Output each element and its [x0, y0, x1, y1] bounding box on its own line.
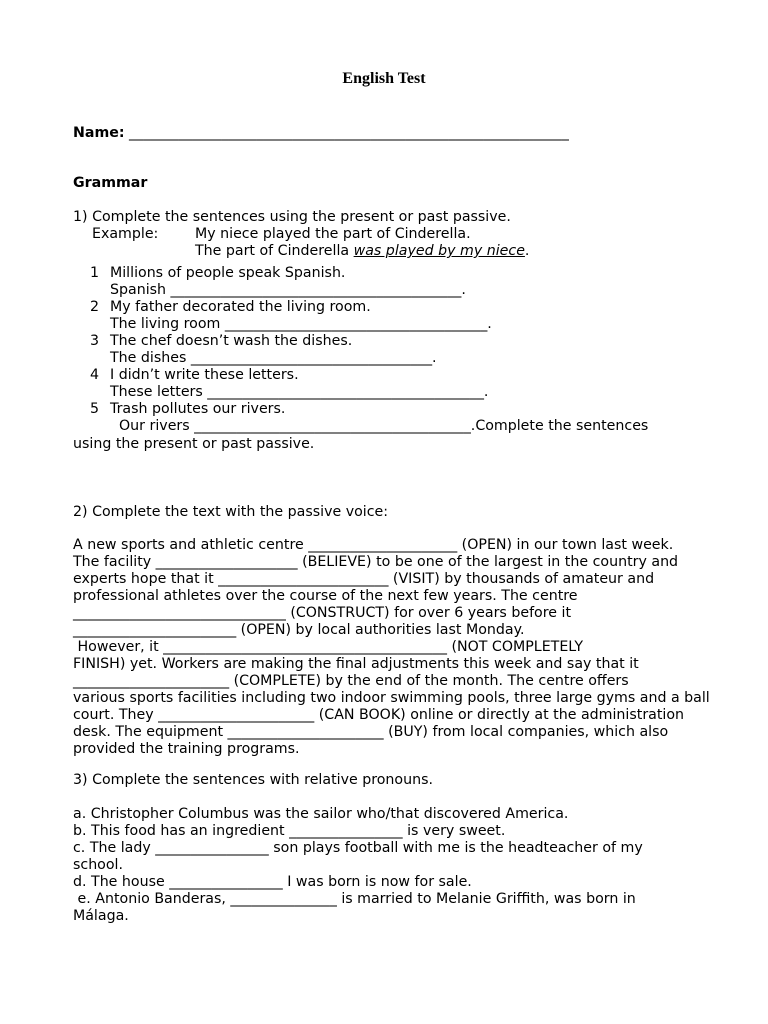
paragraph-line: desk. The equipment ______________________ (BUY) from local companies, which also	[73, 724, 669, 740]
paragraph-line: court. They ______________________ (CAN BOOK) online or directly at the administration	[73, 707, 685, 723]
item-number: 2	[90, 299, 100, 315]
q3-instruction: 3) Complete the sentences with relative pronouns.	[73, 772, 433, 788]
item-sentence: My father decorated the living room.	[110, 299, 371, 315]
paragraph-line: provided the training programs.	[73, 741, 300, 757]
paragraph-line: However, it ________________________________________ (NOT COMPLETELY	[73, 639, 583, 655]
paragraph-line: A new sports and athletic centre _____________________ (OPEN) in our town last week.	[73, 537, 674, 553]
list-item	[90, 299, 710, 316]
q1-example-passive	[195, 243, 529, 260]
paragraph-line: various sports facilities including two indoor swimming pools, three large gyms and a ball	[73, 690, 710, 706]
item-prompt: Our rivers _______________________________________.Complete the sentences	[110, 418, 649, 434]
item-sentence: The chef doesn’t wash the dishes.	[110, 333, 353, 349]
q2-paragraph	[73, 537, 710, 758]
item-number: 3	[90, 333, 100, 349]
name-row	[73, 125, 569, 142]
sentence-line: a. Christopher Columbus was the sailor who/that discovered America.	[73, 806, 569, 822]
list-item	[90, 333, 710, 350]
paragraph-line: _______________________ (OPEN) by local authorities last Monday.	[73, 622, 525, 638]
sentence-line: school.	[73, 857, 123, 873]
paragraph-line: FINISH) yet. Workers are making the final adjustments this week and say that it	[73, 656, 639, 672]
name-blank: ______________________________________________________________	[124, 125, 569, 141]
item-sentence: Millions of people speak Spanish.	[110, 265, 346, 281]
paragraph-line: experts hope that it ________________________ (VISIT) by thousands of amateur and	[73, 571, 655, 587]
q1-example-passive-suffix: .	[524, 243, 530, 259]
paragraph-line: ______________________________ (CONSTRUCT) for over 6 years before it	[73, 605, 572, 621]
sentence-line: c. The lady ________________ son plays football with me is the headteacher of my	[73, 840, 643, 856]
sentence-line: Málaga.	[73, 908, 129, 924]
paragraph-line: ______________________ (COMPLETE) by the end of the month. The centre offers	[73, 673, 629, 689]
item-prompt: The dishes __________________________________.	[110, 350, 437, 366]
q2-instruction: 2) Complete the text with the passive voice:	[73, 504, 389, 520]
section-heading-grammar: Grammar	[73, 175, 148, 191]
item-number: 4	[90, 367, 100, 383]
sentence-line: e. Antonio Banderas, _______________ is married to Melanie Griffith, was born in	[73, 891, 636, 907]
q1-item-list	[90, 265, 710, 435]
item-prompt: The living room _____________________________________.	[110, 316, 492, 332]
item-prompt: These letters _______________________________________.	[110, 384, 489, 400]
name-label: Name:	[73, 125, 125, 141]
q3-sentences	[73, 806, 698, 925]
q1-trailing-text: using the present or past passive.	[73, 436, 315, 452]
paragraph-line: professional athletes over the course of the next few years. The centre	[73, 588, 578, 604]
list-item	[90, 367, 710, 384]
item-prompt: Spanish _________________________________________.	[110, 282, 466, 298]
list-item	[90, 401, 710, 418]
list-item	[90, 265, 710, 282]
paragraph-line: The facility ____________________ (BELIEVE) to be one of the largest in the country and	[73, 554, 679, 570]
item-number: 5	[90, 401, 100, 417]
page-title: English Test	[342, 70, 426, 87]
q1-example-active: My niece played the part of Cinderella.	[195, 226, 471, 242]
sentence-line: d. The house ________________ I was born is now for sale.	[73, 874, 472, 890]
item-number: 1	[90, 265, 100, 281]
q1-instruction: 1) Complete the sentences using the present or past passive.	[73, 209, 511, 225]
sentence-line: b. This food has an ingredient ________________ is very sweet.	[73, 823, 506, 839]
q1-example-passive-prefix: The part of Cinderella	[195, 243, 354, 259]
item-sentence: I didn’t write these letters.	[110, 367, 299, 383]
q1-example-label: Example:	[92, 226, 159, 242]
q1-example-passive-answer: was played by my niece	[353, 243, 525, 259]
item-sentence: Trash pollutes our rivers.	[110, 401, 286, 417]
